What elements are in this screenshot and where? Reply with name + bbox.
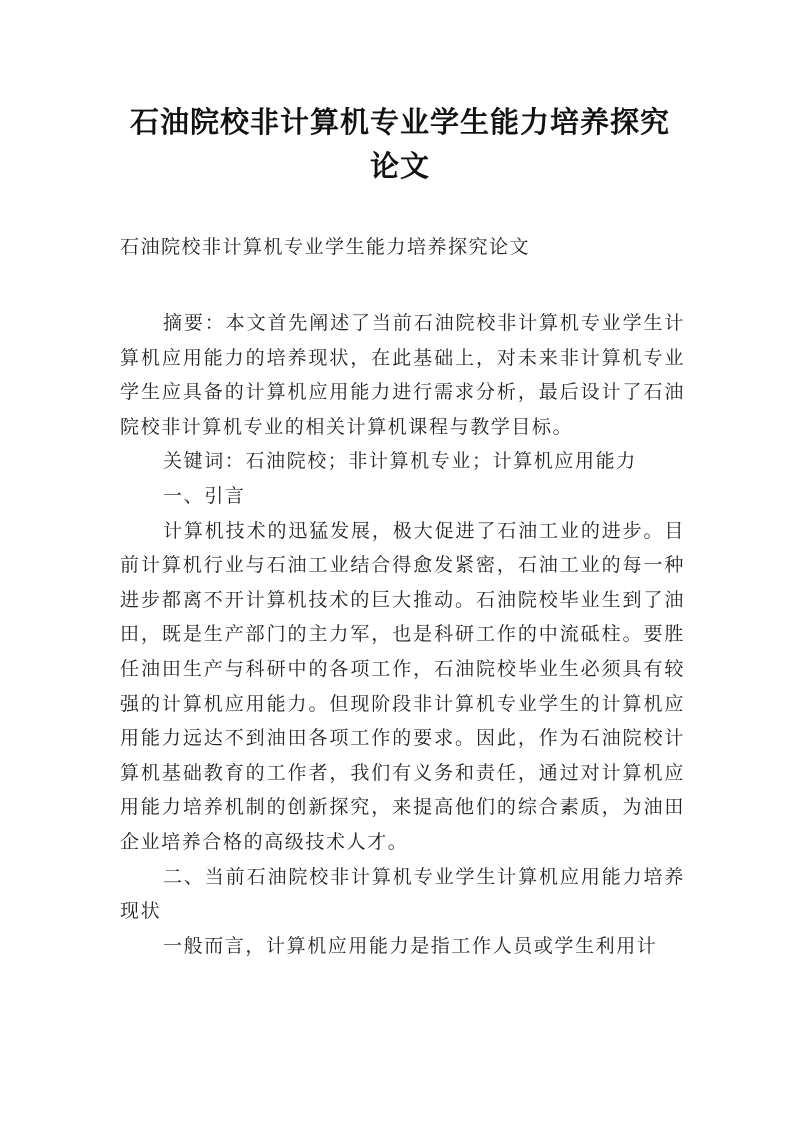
section-2-heading: 二、当前石油院校非计算机专业学生计算机应用能力培养现状	[120, 865, 685, 923]
keywords-paragraph: 关键词：石油院校；非计算机专业；计算机应用能力	[163, 450, 637, 473]
section-1-heading: 一、引言	[163, 484, 246, 507]
section-1-body: 计算机技术的迅猛发展，极大促进了石油工业的进步。目前计算机行业与石油工业结合得愈发紧密，石油工业的每一种进步都离不开计算机技术的巨大推动。石油院校毕业生到了油田，既是生产部门的主力军，也是科研工作的中流砥柱。要胜任油田生产与科研中的各项工作，石油院校毕业生必须具有较强的计算机应用能力。但现阶段非计算机专业学生的计算机应用能力远达不到油田各项工作的要求。因此，作为石油院校计算机基础教育的工作者，我们有义务和责任，通过对计算机应用能力培养机制的创新探究，来提高他们的综合素质，为油田企业培养合格的高级技术人才。	[120, 519, 685, 853]
title-line-1: 石油院校非计算机专业学生能力培养探究	[129, 105, 670, 139]
document-title	[0, 100, 800, 188]
document-subtitle: 石油院校非计算机专业学生能力培养探究论文	[120, 236, 531, 258]
title-line-2: 论文	[369, 149, 430, 183]
abstract-paragraph: 摘要：本文首先阐述了当前石油院校非计算机专业学生计算机应用能力的培养现状，在此基础上，对未来非计算机专业学生应具备的计算机应用能力进行需求分析，最后设计了石油院校非计算机专业的相关计算机课程与教学目标。	[120, 312, 685, 438]
section-2-body: 一般而言，计算机应用能力是指工作人员或学生利用计	[163, 934, 658, 957]
document-body	[120, 306, 685, 963]
